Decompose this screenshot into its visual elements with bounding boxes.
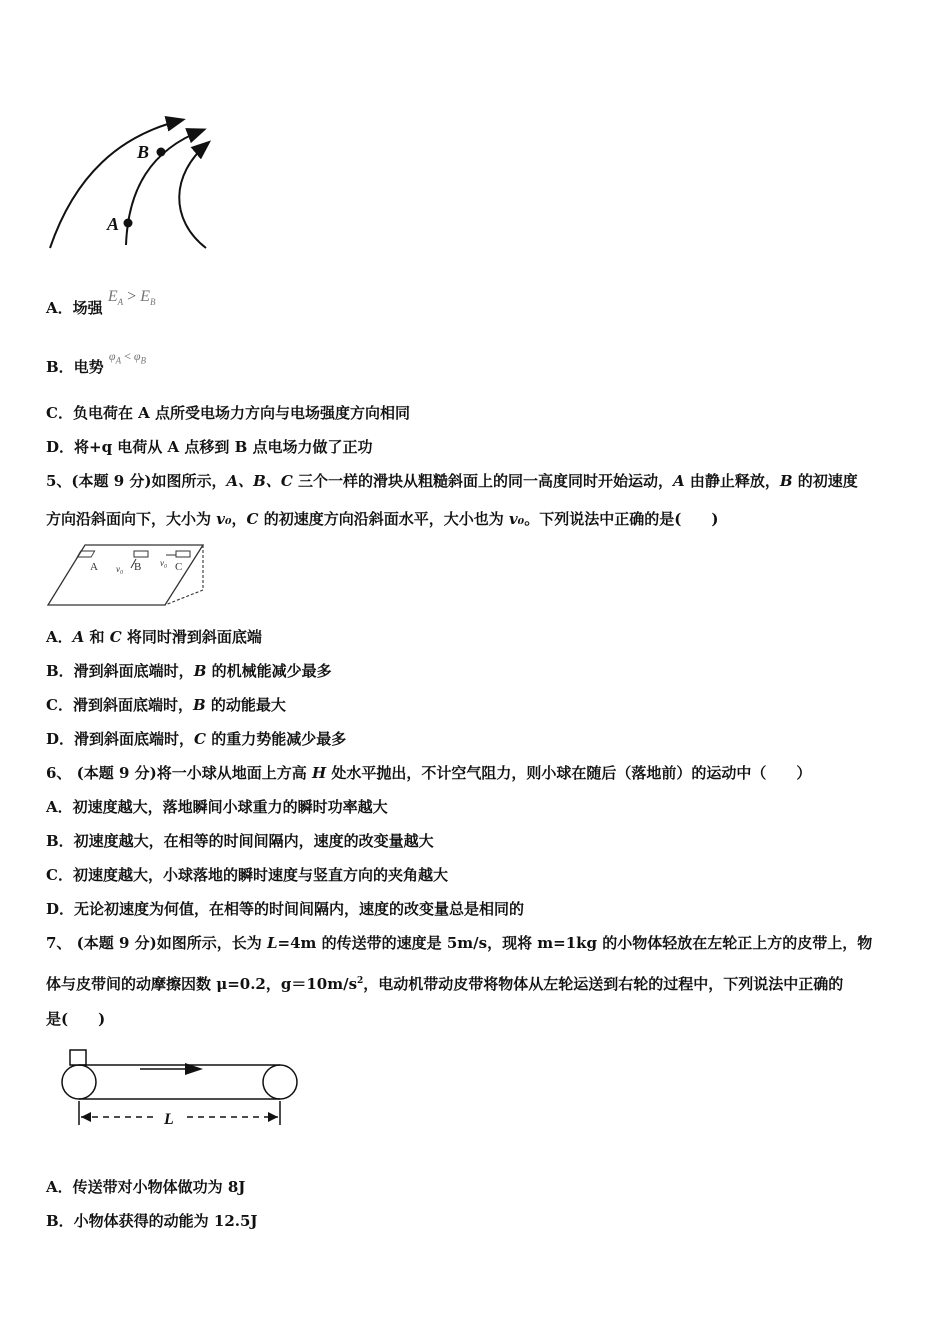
dim-arrowhead-left <box>81 1112 91 1122</box>
point-a <box>124 219 133 228</box>
q7-stem-line1: 7、 (本题 9 分)如图所示，长为 L=4m 的传送带的速度是 5m/s，现将 m=1kg 的小物体轻放在左轮正上方的皮带上，物 <box>46 934 873 952</box>
q7-stem-line3: 是( ) <box>46 1010 106 1028</box>
q6-stem: 6、 (本题 9 分)将一小球从地面上方高 H 处水平抛出，不计空气阻力，则小球在随后（落地前）的运动中（ ） <box>46 764 812 782</box>
dim-arrowhead-right <box>268 1112 278 1122</box>
q5-option-d: D．滑到斜面底端时，C 的重力势能减少最多 <box>46 730 347 748</box>
block-c <box>176 551 190 557</box>
q5-option-b: B．滑到斜面底端时，B 的机械能减少最多 <box>46 662 332 680</box>
q5-option-a: A．A 和 C 将同时滑到斜面底端 <box>46 628 262 646</box>
field-line-3 <box>179 143 208 248</box>
q5-option-c: C．滑到斜面底端时，B 的动能最大 <box>46 696 286 714</box>
left-wheel <box>62 1065 96 1099</box>
q7-option-b: B．小物体获得的动能为 12.5J <box>46 1212 258 1230</box>
incline-top-face <box>48 545 203 605</box>
q4-option-b: B．电势 $^{\varphi_A < \varphi_B}$ <box>46 349 146 376</box>
label-b: B <box>137 142 150 162</box>
incline-label-v0-b: v₀ <box>116 564 124 574</box>
incline-label-b: B <box>134 561 142 573</box>
q4-option-d: D．将+q 电荷从 A 点移到 B 点电场力做了正功 <box>46 438 373 456</box>
q7-option-a: A．传送带对小物体做功为 8J <box>46 1178 246 1196</box>
q4-option-c: C．负电荷在 A 点所受电场力方向与电场强度方向相同 <box>46 404 411 422</box>
block-b <box>134 551 148 557</box>
conveyor-figure <box>55 1045 305 1130</box>
incline-figure <box>45 540 215 612</box>
incline-label-c: C <box>175 561 183 573</box>
q6-option-a: A．初速度越大，落地瞬间小球重力的瞬时功率越大 <box>46 798 388 816</box>
right-wheel <box>263 1065 297 1099</box>
q5-stem-line1: 5、(本题 9 分)如图所示，A、B、C 三个一样的滑块从粗糙斜面上的同一高度同时开始运动，A 由静止释放，B 的初速度 <box>46 472 858 490</box>
point-b <box>157 148 166 157</box>
q6-option-c: C．初速度越大，小球落地的瞬时速度与竖直方向的夹角越大 <box>46 866 448 884</box>
formula-phi-a-lt-phi-b: φA < φB <box>108 349 146 366</box>
q5-stem-line2: 方向沿斜面向下，大小为 v₀，C 的初速度方向沿斜面水平，大小也为 v₀。下列说法中正确的是( ) <box>46 510 719 528</box>
small-object <box>70 1050 86 1065</box>
q6-option-b: B．初速度越大，在相等的时间间隔内，速度的改变量越大 <box>46 832 434 850</box>
label-a: A <box>107 214 120 234</box>
formula-ea-gt-eb: $E_A > E_B$ <box>107 288 156 308</box>
q6-option-d: D．无论初速度为何值，在相等的时间间隔内，速度的改变量总是相同的 <box>46 900 525 918</box>
q7-stem-line2: 体与皮带间的动摩擦因数 μ=0.2，$g=10m/s^2$，电动机带动皮带将物体从左轮运送到右轮的过程中，下列说法中正确的 <box>46 975 844 993</box>
q4-option-a: A．场强 $E_A > E_B$ <box>46 288 156 317</box>
field-lines-figure <box>40 105 230 255</box>
incline-label-v0-c: v₀ <box>160 558 168 568</box>
length-label: L <box>164 1111 174 1128</box>
incline-label-a: A <box>90 561 98 573</box>
